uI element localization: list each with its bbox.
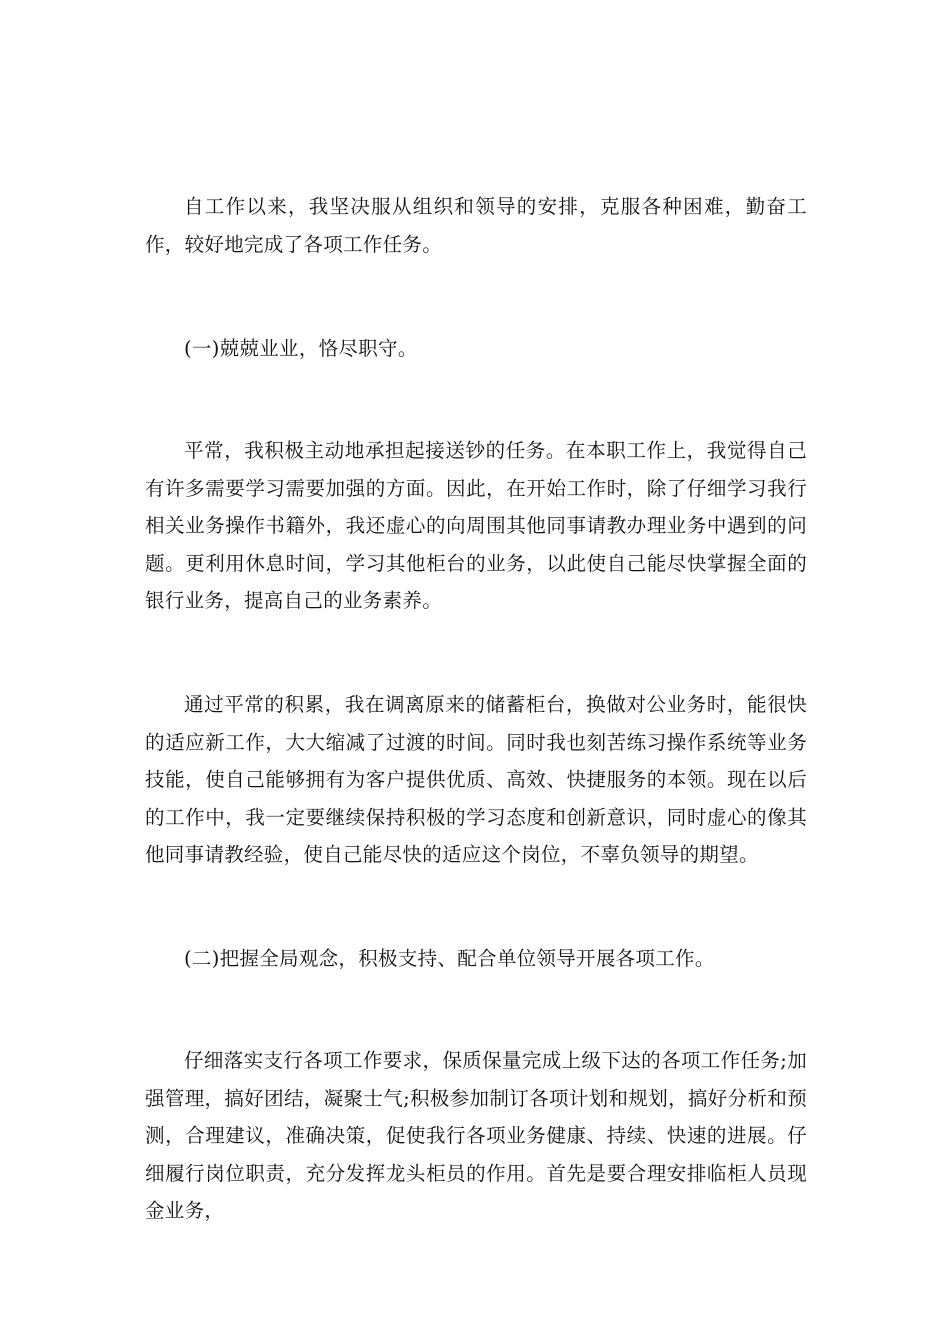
body-paragraph-1: 平常，我积极主动地承担起接送钞的任务。在本职工作上，我觉得自己有许多需要学习需要加强的方面。因此，在开始工作时，除了仔细学习我行相关业务操作书籍外，我还虚心的向周围其他同事请教办理业务中遇到的问题。更利用休息时间，学习其他柜台的业务，以此使自己能尽快掌握全面的银行业务，提高自己的业务素养。 [145,439,807,613]
body-paragraph-2: 通过平常的积累，我在调离原来的储蓄柜台，换做对公业务时，能很快的适应新工作，大大缩减了过渡的时间。同时我也刻苦练习操作系统等业务技能，使自己能够拥有为客户提供优质、高效、快捷服务的本领。现在以后的工作中，我一定要继续保持积极的学习态度和创新意识，同时虚心的像其他同事请教经验，使自己能尽快的适应这个岗位，不辜负领导的期望。 [145,693,807,867]
body-paragraph-3: 仔细落实支行各项工作要求，保质保量完成上级下达的各项工作任务;加强管理，搞好团结，凝聚士气;积极参加制订各项计划和规划，搞好分析和预测，合理建议，准确决策，促使我行各项业务健康、持续、快速的进展。仔细履行岗位职责，充分发挥龙头柜员的作用。首先是要合理安排临柜人员现金业务， [145,1049,807,1223]
section-heading-2: (二)把握全局观念，积极支持、配合单位领导开展各项工作。 [184,947,715,970]
intro-paragraph: 自工作以来，我坚决服从组织和领导的安排，克服各种困难，勤奋工作，较好地完成了各项工作任务。 [145,195,807,256]
section-heading-1: (一)兢兢业业，恪尽职守。 [184,337,418,360]
